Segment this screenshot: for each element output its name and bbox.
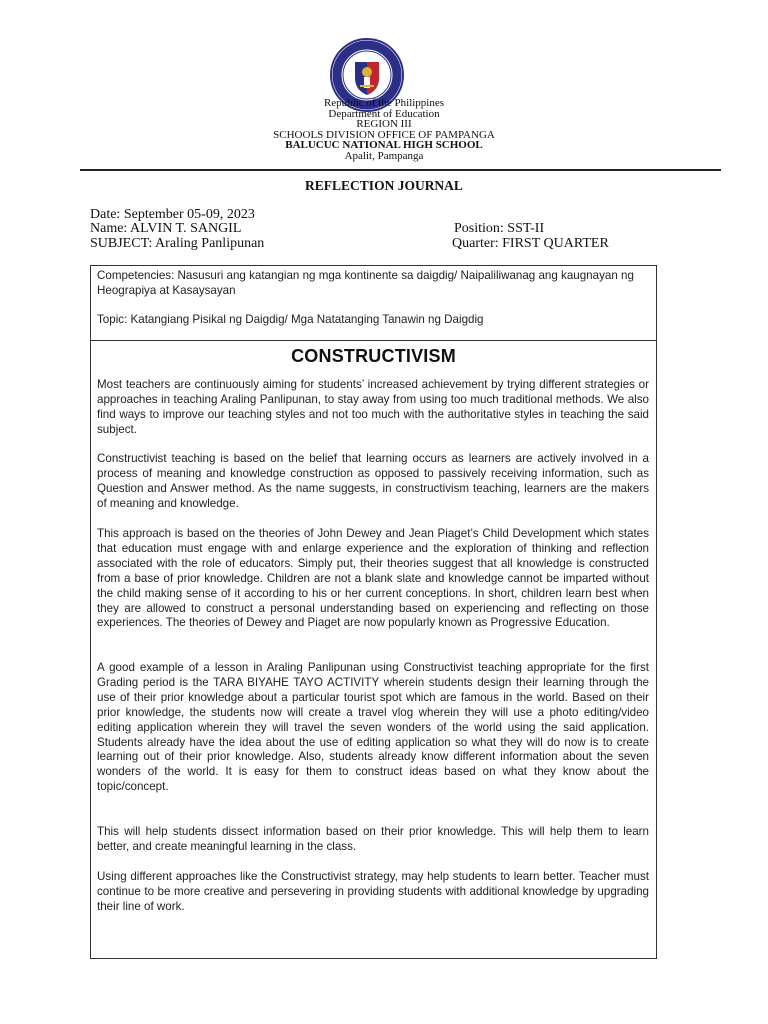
section-title: CONSTRUCTIVISM xyxy=(291,346,456,366)
paragraph-6: Using different approaches like the Constructivist strategy, may help students to learn better. Teacher must continue to be more creative and persevering in providing students with additional knowledge by upgrading their line of work. xyxy=(97,870,649,913)
letterhead-department: Department of Education xyxy=(328,107,440,120)
competencies-text: Competencies: Nasusuri ang katangian ng mga kontinente sa daigdig/ Naipaliliwanag ang kaugnayan ng Heograpiya at Kasaysayan xyxy=(97,269,634,297)
info-subject: SUBJECT: Araling Panlipunan xyxy=(90,236,265,251)
letterhead-region: REGION III xyxy=(356,118,412,131)
letterhead-school: BALUCUC NATIONAL HIGH SCHOOL xyxy=(285,139,483,152)
header-divider xyxy=(80,169,721,171)
letterhead-location: Apalit, Pampanga xyxy=(344,149,424,162)
info-position: Position: SST-II xyxy=(454,221,545,236)
page-title: REFLECTION JOURNAL xyxy=(305,178,463,193)
paragraph-3: This approach is based on the theories of John Dewey and Jean Piaget’s Child Development which states that education must engage with and enlarge experience and the exploration of thinking and reflection associated with the role of educators. Simply put, their theories suggest that all knowledge is constructed from a base of prior knowledge. Children are not a blank slate and knowledge cannot be imparted without the child making sense of it according to his or her current conceptions. In short, children learn best when they are allowed to construct a personal understanding based on experiencing and reflecting on those experiences. The theories of Dewey and Piaget are now popularly known as Progressive Education. xyxy=(97,527,649,630)
info-date: Date: September 05-09, 2023 xyxy=(90,207,255,222)
letterhead xyxy=(0,98,768,162)
letterhead-republic: Republic of the Philippines xyxy=(323,97,445,109)
paragraph-5: This will help students dissect information based on their prior knowledge. This will help them to learn better, and create meaningful learning in the class. xyxy=(97,825,649,853)
reflection-box xyxy=(90,340,657,959)
competencies-box xyxy=(90,265,657,341)
paragraph-2: Constructivist teaching is based on the belief that learning occurs as learners are actively involved in a process of meaning and knowledge construction as opposed to passively receiving information, such as Question and Answer method. As the name suggests, in constructivism teaching, learners are the makers of meaning and knowledge. xyxy=(97,452,649,510)
paragraph-4: A good example of a lesson in Araling Panlipunan using Constructivist teaching appropriate for the first Grading period is the TARA BIYAHE TAYO ACTIVITY wherein students design their learning through the use of their prior knowledge about a particular tourist spot which are famous in the world. Based on their prior knowledge, the students now will create a travel vlog wherein they will use a photo editing/video editing application wherein they will travel the seven wonders of the world using the said application. Students already have the idea about the use of editing application so what they will do now is to create learning out of their prior knowledge. Also, students already know different information about the seven wonders of the world. It is easy for them to construct ideas based on what they know about the topic/concept. xyxy=(97,661,649,794)
paragraph-1: Most teachers are continuously aiming for students’ increased achievement by trying different strategies or approaches in teaching Araling Panlipunan, to stay away from using too much traditional methods. We also find ways to improve our teaching styles and not too much with the authoritative styles in teaching the said subject. xyxy=(97,378,649,436)
topic-text: Topic: Katangiang Pisikal ng Daigdig/ Mga Natatanging Tanawin ng Daigdig xyxy=(97,313,484,326)
letterhead-division: SCHOOLS DIVISION OFFICE OF PAMPANGA xyxy=(273,128,495,141)
info-name: Name: ALVIN T. SANGIL xyxy=(90,221,242,236)
info-quarter: Quarter: FIRST QUARTER xyxy=(452,236,609,251)
